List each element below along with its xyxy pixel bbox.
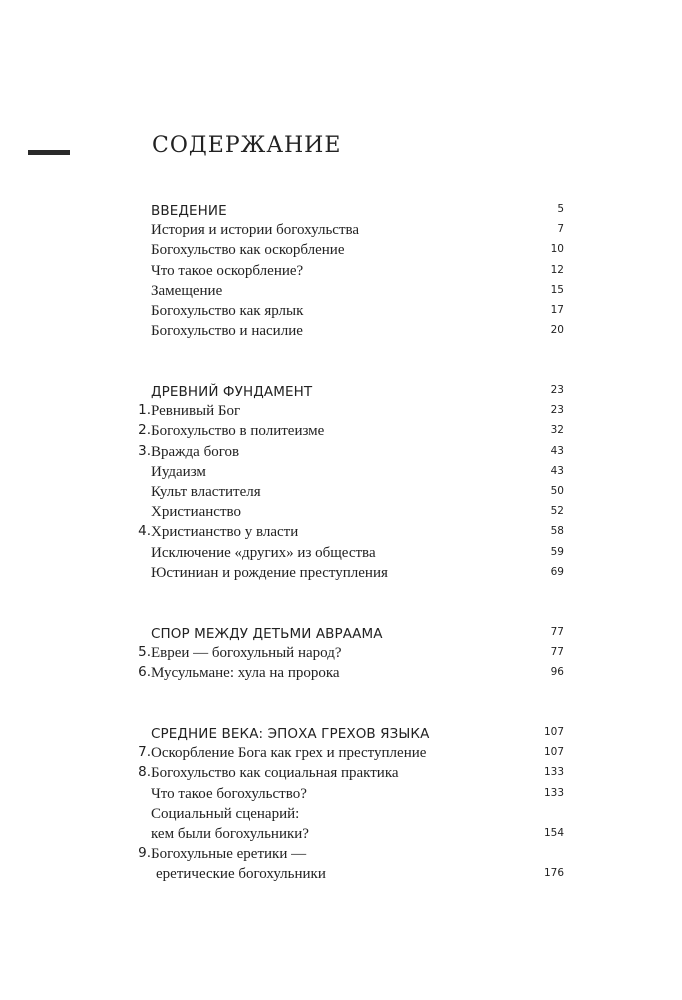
entry-label: Богохульство в политеизме	[151, 423, 325, 440]
toc-entry[interactable]	[0, 281, 682, 301]
section-heading: СПОР МЕЖДУ ДЕТЬМИ АВРААМА	[151, 626, 383, 642]
entry-label: Оскорбление Бога как грех и преступление	[151, 745, 427, 762]
page-number: 52	[550, 505, 564, 518]
page-number: 69	[550, 565, 564, 578]
entry-label: Что такое богохульство?	[151, 785, 307, 802]
entry-label: Богохульство и насилие	[151, 323, 303, 340]
toc-entry[interactable]	[0, 844, 682, 864]
entry-label: Христианство	[151, 504, 241, 521]
page-number: 176	[543, 867, 564, 880]
page-number: 50	[550, 484, 564, 497]
toc-section-heading[interactable]	[0, 623, 682, 643]
page-number: 107	[543, 746, 564, 759]
section-heading: ДРЕВНИЙ ФУНДАМЕНТ	[151, 384, 313, 400]
entry-label: Замещение	[151, 282, 223, 299]
toc-entry[interactable]	[0, 301, 682, 321]
toc-section-ancient-foundation	[0, 381, 682, 583]
toc-section-abraham	[0, 623, 682, 684]
page-number: 7	[557, 223, 564, 236]
page-number: 154	[543, 826, 564, 839]
page-number: 77	[550, 646, 564, 659]
page-number: 23	[550, 384, 564, 396]
page-number: 17	[550, 303, 564, 316]
toc-entry[interactable]	[0, 804, 682, 824]
toc-entry[interactable]	[0, 563, 682, 583]
page-number: 10	[550, 243, 564, 256]
toc-entry[interactable]	[0, 240, 682, 260]
entry-label: еретические богохульники	[156, 866, 326, 883]
page-number: 107	[543, 726, 564, 738]
section-heading: ВВЕДЕНИЕ	[151, 203, 227, 219]
chapter-number: 1.	[138, 402, 151, 419]
toc-entry[interactable]	[0, 401, 682, 421]
entry-label: кем были богохульники?	[151, 825, 309, 842]
page-number: 32	[550, 424, 564, 437]
entry-label: Евреи — богохульный народ?	[151, 645, 342, 662]
toc-entry[interactable]	[0, 261, 682, 281]
page-number: 96	[550, 666, 564, 679]
entry-label: Вражда богов	[151, 443, 240, 460]
toc-entry[interactable]	[0, 763, 682, 783]
entry-label: Социальный сценарий:	[151, 805, 300, 822]
page-number: 133	[543, 766, 564, 779]
page-title: СОДЕРЖАНИЕ	[152, 133, 342, 158]
chapter-number: 9.	[138, 845, 151, 862]
entry-label: Богохульство как ярлык	[151, 302, 304, 319]
page-number: 43	[550, 464, 564, 477]
toc-entry[interactable]	[0, 543, 682, 563]
chapter-number: 7.	[138, 744, 151, 761]
entry-label: История и истории богохульства	[151, 222, 360, 239]
entry-label: Богохульство как оскорбление	[151, 242, 345, 259]
chapter-number: 4.	[138, 523, 151, 540]
decorative-rule	[28, 150, 70, 155]
toc-section-introduction	[0, 200, 682, 341]
entry-label: Богохульство как социальная практика	[151, 765, 399, 782]
page-number: 15	[550, 283, 564, 296]
page-number: 23	[550, 404, 564, 417]
toc-entry[interactable]	[0, 522, 682, 542]
chapter-number: 3.	[138, 442, 151, 459]
toc-entry[interactable]	[0, 784, 682, 804]
toc-entry[interactable]	[0, 442, 682, 462]
entry-label: Христианство у власти	[151, 524, 299, 541]
page-number: 77	[550, 626, 564, 638]
chapter-number: 5.	[138, 644, 151, 661]
toc-entry[interactable]	[0, 462, 682, 482]
toc-section-middle-ages	[0, 723, 682, 885]
entry-label: Мусульмане: хула на пророка	[151, 665, 340, 682]
chapter-number: 6.	[138, 664, 151, 681]
chapter-number: 2.	[138, 422, 151, 439]
page-number: 20	[550, 324, 564, 337]
toc-entry[interactable]	[0, 824, 682, 844]
toc-entry[interactable]	[0, 663, 682, 683]
page-number: 58	[550, 525, 564, 538]
page-number: 5	[557, 203, 564, 215]
entry-label: Что такое оскорбление?	[151, 262, 304, 279]
page-number: 12	[550, 263, 564, 276]
page-number: 133	[543, 786, 564, 799]
entry-label: Богохульные еретики —	[151, 846, 307, 863]
toc-section-heading[interactable]	[0, 200, 682, 220]
page-number: 43	[550, 444, 564, 457]
toc-entry[interactable]	[0, 502, 682, 522]
entry-label: Иудаизм	[151, 463, 206, 480]
toc-section-heading[interactable]	[0, 723, 682, 743]
toc-entry[interactable]	[0, 421, 682, 441]
entry-label: Ревнивый Бог	[151, 403, 241, 420]
toc-entry[interactable]	[0, 321, 682, 341]
chapter-number: 8.	[138, 764, 151, 781]
entry-label: Исключение «других» из общества	[151, 544, 376, 561]
entry-label: Юстиниан и рождение преступления	[151, 564, 388, 581]
page-number: 59	[550, 545, 564, 558]
entry-label: Культ властителя	[151, 483, 261, 500]
toc-entry[interactable]	[0, 482, 682, 502]
toc-entry[interactable]	[0, 643, 682, 663]
toc-section-heading[interactable]	[0, 381, 682, 401]
toc-entry[interactable]	[0, 743, 682, 763]
toc-entry[interactable]	[0, 864, 682, 884]
section-heading: СРЕДНИЕ ВЕКА: ЭПОХА ГРЕХОВ ЯЗЫКА	[151, 726, 430, 742]
toc-entry[interactable]	[0, 220, 682, 240]
